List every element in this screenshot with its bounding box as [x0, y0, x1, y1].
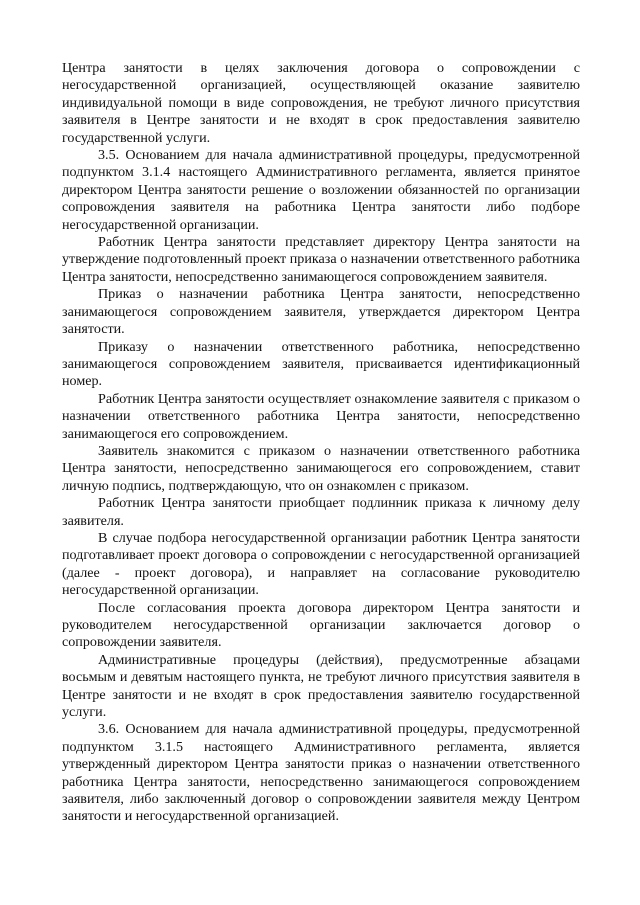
paragraph-order-number: Приказу о назначении ответственного работника, непосредственно занимающегося сопровождением заявителя, присваивается идентификационный номер. — [62, 338, 580, 390]
paragraph-familiarization: Работник Центра занятости осуществляет ознакомление заявителя с приказом о назначении ответственного работника Центра занятости, непосредственно занимающегося его сопровождением. — [62, 390, 580, 442]
paragraph-org-selection: В случае подбора негосударственной организации работник Центра занятости подготавливает проект договора о сопровождении с негосударственной организацией (далее - проект договора), и направляет на согласование руководителю негосударственной организации. — [62, 529, 580, 599]
paragraph-3-5: 3.5. Основанием для начала административной процедуры, предусмотренной подпунктом 3.1.4 настоящего Административного регламента, является принятое директором Центра занятости решение о возложении обязанностей по организации сопровождения заявителя на работника Центра занятости либо подборе негосударственной организации. — [62, 147, 580, 233]
paragraph-order-approval: Приказ о назначении работника Центра занятости, непосредственно занимающегося сопровождением заявителя, утверждается директором Центра занятости. — [62, 286, 580, 338]
paragraph-contract: После согласования проекта договора директором Центра занятости и руководителем негосударственной организации заключается договор о сопровождении заявителя. — [62, 599, 580, 651]
paragraph-signature: Заявитель знакомится с приказом о назначении ответственного работника Центра занятости, непосредственно занимающегося его сопровождением, ставит личную подпись, подтверждающую, что он ознакомлен с приказом. — [62, 442, 580, 494]
paragraph-personal-file: Работник Центра занятости приобщает подлинник приказа к личному делу заявителя. — [62, 495, 580, 529]
paragraph-continuation: Центра занятости в целях заключения договора о сопровождении с негосударственной организацией, осуществляющей оказание заявителю индивидуальной помощи в виде сопровождения, не требуют личного присутствия заявителя в Центре занятости и не входят в срок предоставления заявителю государственной услуги. — [62, 60, 580, 146]
paragraph-3-6: 3.6. Основанием для начала административной процедуры, предусмотренной подпунктом 3.1.5 настоящего Административного регламента, является утвержденный директором Центра занятости приказ о назначении ответственного работника Центра занятости, непосредственно занимающегося сопровождением заявителя, либо заключенный договор о сопровождении заявителя между Центром занятости и негосударственной организацией. — [62, 721, 580, 825]
document-page — [62, 60, 580, 826]
paragraph-procedures-note: Административные процедуры (действия), предусмотренные абзацами восьмым и девятым настоящего пункта, не требуют личного присутствия заявителя в Центре занятости и не входят в срок предоставления заявителю государственной услуги. — [62, 651, 580, 721]
paragraph-order-draft: Работник Центра занятости представляет директору Центра занятости на утверждение подготовленный проект приказа о назначении ответственного работника Центра занятости, непосредственно занимающегося сопровождением заявителя. — [62, 234, 580, 285]
